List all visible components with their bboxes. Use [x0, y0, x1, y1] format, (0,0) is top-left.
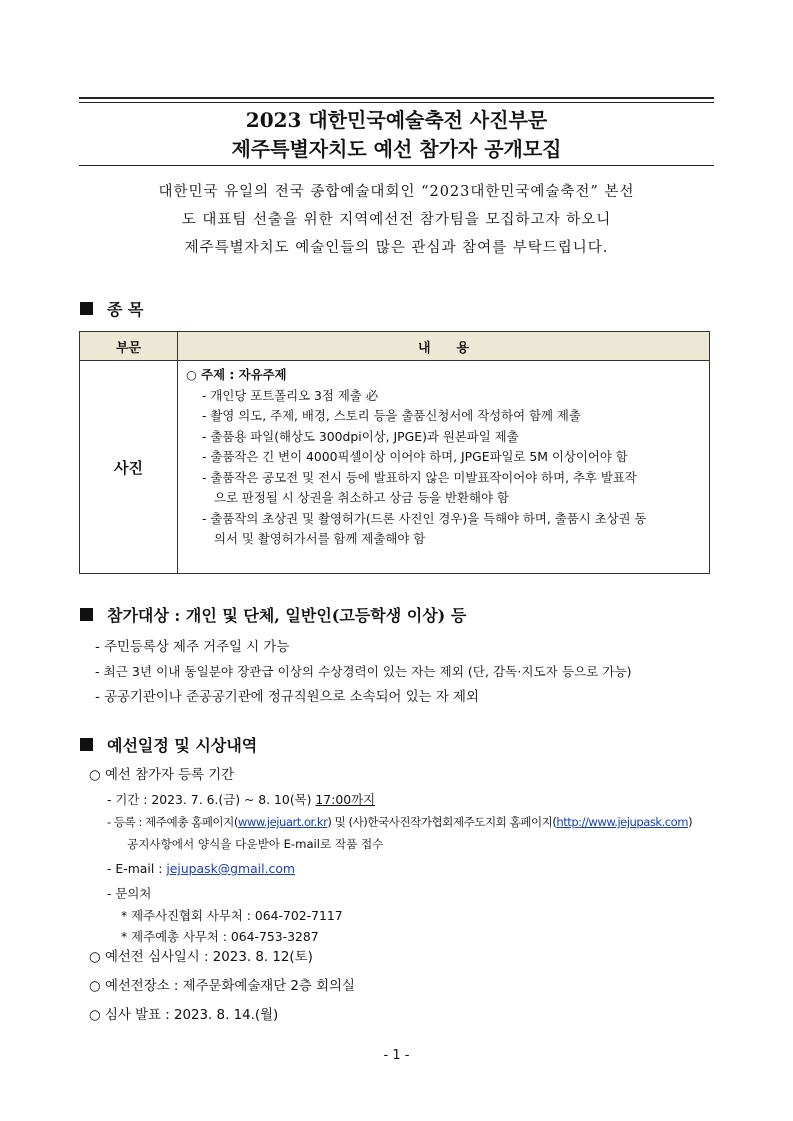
registration-method-prefix: - 등록 : 제주예총 홈페이지( [107, 815, 238, 829]
table-line: - 출품작은 긴 변이 4000픽셀이상 이어야 하며, JPGE파일로 5M 이상이어야 함 [202, 449, 628, 464]
square-bullet-icon [80, 608, 93, 621]
contact-item: * 제주사진협회 사무처 : 064-702-7117 [121, 908, 343, 923]
section-eligibility-heading [80, 603, 466, 626]
section-schedule-label: 예선일정 및 시상내역 [107, 736, 258, 755]
email-line [107, 861, 295, 876]
table-header-content: 내 용 [178, 332, 710, 361]
venue: ○ 예선전장소 : 제주문화예술재단 2층 회의실 [89, 979, 355, 994]
jejupask-link[interactable]: http://www.jejupask.com [556, 815, 689, 829]
registration-note: 공지사항에서 양식을 다운받아 E-mail로 작품 접수 [127, 837, 384, 851]
announcement-date: ○ 심사 발표 : 2023. 8. 14.(월) [89, 1008, 279, 1023]
table-line: - 촬영 의도, 주제, 배경, 스토리 등을 출품신청서에 작성하여 함께 제출 [202, 408, 581, 423]
page-title-line1: 2023 대한민국예술축전 사진부문 [245, 108, 548, 132]
jejuart-link[interactable]: www.jejuart.or.kr [237, 815, 328, 829]
square-bullet-icon [80, 302, 93, 315]
table-line: - 출품작은 공모전 및 전시 등에 발표하지 않은 미발표작이어야 하며, 추후 발표작 [202, 469, 637, 485]
registration-period-text: - 기간 : 2023. 7. 6.(금) ~ 8. 10(목) [107, 792, 316, 807]
eligibility-item: - 주민등록상 제주 거주일 시 가능 [95, 640, 290, 655]
table-line: 으로 판정될 시 상권을 취소하고 상금 등을 반환해야 함 [214, 490, 509, 505]
judging-date: ○ 예선전 심사일시 : 2023. 8. 12(토) [89, 950, 313, 965]
table-header-row [80, 332, 710, 361]
page-title-line2: 제주특별자치도 예선 참가자 공개모집 [231, 137, 562, 161]
table-theme: ○ 주제 : 자유주제 [186, 367, 287, 382]
square-bullet-icon [80, 738, 93, 751]
registration-deadline: 17:00까지 [315, 792, 376, 807]
title-top-rule [79, 97, 714, 99]
registration-period [107, 790, 375, 808]
registration-method [107, 814, 692, 830]
section-category-heading [80, 297, 143, 320]
eligibility-item: - 최근 3년 이내 동일분야 장관급 이상의 수상경력이 있는 자는 제외 (단, 감독·지도자 등으로 가능) [95, 664, 632, 679]
registration-method-mid: ) 및 (사)한국사진작가협회제주도지회 홈페이지( [327, 815, 557, 829]
intro-line-3: 제주특별자치도 예술인들의 많은 관심과 참여를 부탁드립니다. [184, 240, 609, 256]
table-line: 의서 및 촬영허가서를 함께 제출해야 함 [214, 531, 426, 546]
page-number: - 1 - [383, 1048, 410, 1063]
email-link[interactable]: jejupask@gmail.com [166, 861, 295, 876]
table-header-category: 부문 [80, 332, 178, 361]
title-top-rule-inner [79, 102, 714, 103]
table-cell-content [178, 361, 710, 574]
table-line: - 출품작의 초상권 및 촬영허가(드론 사진인 경우)을 득해야 하며, 출품시 초상권 동 [202, 510, 647, 526]
section-eligibility-label: 참가대상 : 개인 및 단체, 일반인(고등학생 이상) 등 [107, 606, 467, 625]
category-table [79, 331, 710, 574]
table-cell-category: 사진 [80, 361, 178, 574]
title-bottom-rule [79, 165, 714, 166]
registration-method-suffix: ) [688, 815, 693, 829]
email-label: - E-mail : [107, 861, 167, 876]
section-schedule-heading [80, 733, 257, 756]
contact-item: * 제주예총 사무처 : 064-753-3287 [121, 929, 319, 944]
section-category-label: 종 목 [107, 300, 144, 319]
contact-title: - 문의처 [107, 886, 152, 901]
intro-line-1: 대한민국 유일의 전국 종합예술대회인 “2023대한민국예술축전” 본선 [158, 184, 635, 200]
table-row [80, 361, 710, 574]
intro-line-2: 도 대표팀 선출을 위한 지역예선전 참가팀을 모집하고자 하오니 [181, 212, 612, 228]
eligibility-item: - 공공기관이나 준공공기관에 정규직원으로 소속되어 있는 자 제외 [95, 690, 479, 705]
table-line: - 출품용 파일(해상도 300dpi이상, JPGE)과 원본파일 제출 [202, 428, 519, 444]
table-line: - 개인당 포트폴리오 3점 제출 必 [202, 387, 379, 403]
registration-title: ○ 예선 참가자 등록 기간 [89, 768, 235, 783]
